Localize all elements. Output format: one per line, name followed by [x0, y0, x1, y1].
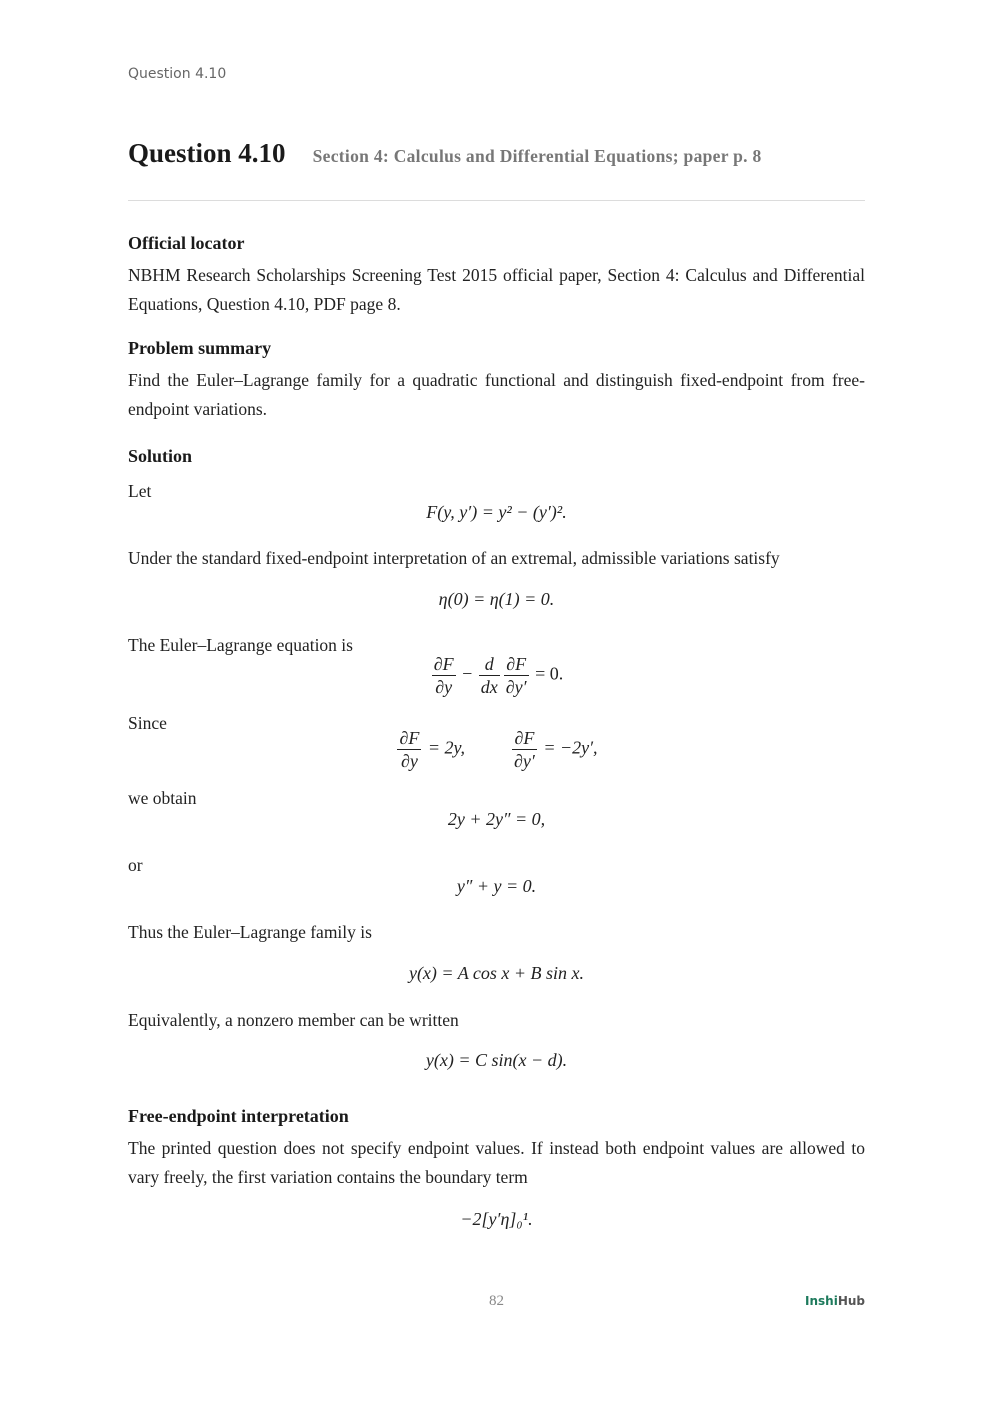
eq7: y(x) = A cos x + B sin x.: [408, 963, 585, 983]
frac-dF-dyprime: $\frac{\partial F}{\partial y'}$: [505, 654, 527, 697]
free-endpoint-text: The printed question does not specify endpoint values. If instead both endpoint values are allowed to vary freely, the first variation contains the boundary term: [128, 1138, 865, 1187]
equation-family: [128, 963, 865, 984]
eq9: −2[y′η]₀¹.: [460, 1209, 533, 1229]
equation-partials: $\frac{\partial F}{\partial y}$ = 2y, $\frac{\partial F}{\partial y'}$ = −2y′,: [399, 728, 598, 771]
page-number: 82: [489, 1293, 504, 1309]
equivalent-text: Equivalently, a nonzero member can be written: [128, 1010, 459, 1030]
locator-heading: Official locator: [128, 233, 245, 253]
equation-euler-lagrange: $\frac{\partial F}{\partial y}$ − $\frac{d}{dx}$ $\frac{\partial F}{\partial y'}$ = 0.: [433, 654, 564, 697]
title-row: [128, 138, 865, 169]
equation-harmonic: [128, 876, 865, 897]
running-head: Question 4.10: [128, 66, 227, 82]
eq6: y″ + y = 0.: [456, 876, 537, 896]
eq4-a: = 2y,: [427, 737, 465, 758]
equation-boundary: [128, 589, 865, 610]
eq3-tail: = 0.: [535, 663, 564, 684]
frac-dF-dy: $\frac{\partial F}{\partial y}$: [433, 654, 454, 697]
eq2: η(0) = η(1) = 0.: [438, 589, 555, 609]
equation-second-order: [128, 809, 865, 830]
summary-text: Find the Euler–Lagrange family for a quadratic functional and distinguish fixed-endpoint from free-endpoint variations.: [128, 370, 865, 419]
thus-text: Thus the Euler–Lagrange family is: [128, 922, 372, 942]
equation-boundary-term: [128, 1209, 865, 1230]
under-text: Under the standard fixed-endpoint interpretation of an extremal, admissible variations satisfy: [128, 548, 780, 568]
let-text: Let: [128, 481, 152, 501]
eq1: F(y, y′) = y² − (y′)².: [426, 502, 567, 522]
frac-d-dx: $\frac{d}{dx}$: [480, 654, 498, 697]
eq5: 2y + 2y″ = 0,: [447, 809, 546, 829]
page-subtitle: Section 4: Calculus and Differential Equations; paper p. 8: [312, 146, 762, 166]
summary-heading: Problem summary: [128, 338, 272, 358]
since-text: Since: [128, 713, 167, 733]
or-text: or: [128, 855, 143, 875]
equation-lagrangian: [128, 502, 865, 523]
solution-heading: Solution: [128, 446, 193, 466]
we-obtain-text: we obtain: [128, 788, 197, 808]
page-title: Question 4.10: [128, 138, 286, 168]
equation-phase-form: [128, 1050, 865, 1071]
el-text: The Euler–Lagrange equation is: [128, 635, 353, 655]
eq4-b: = −2y′,: [543, 737, 598, 758]
brand-logo: InshiHub: [805, 1294, 865, 1308]
title-divider: [128, 200, 865, 201]
locator-text: NBHM Research Scholarships Screening Test 2015 official paper, Section 4: Calculus and Differential Equations, Question 4.10, PDF page 8.: [128, 265, 865, 314]
free-endpoint-heading: Free-endpoint interpretation: [128, 1106, 349, 1126]
eq8: y(x) = C sin(x − d).: [425, 1050, 568, 1070]
